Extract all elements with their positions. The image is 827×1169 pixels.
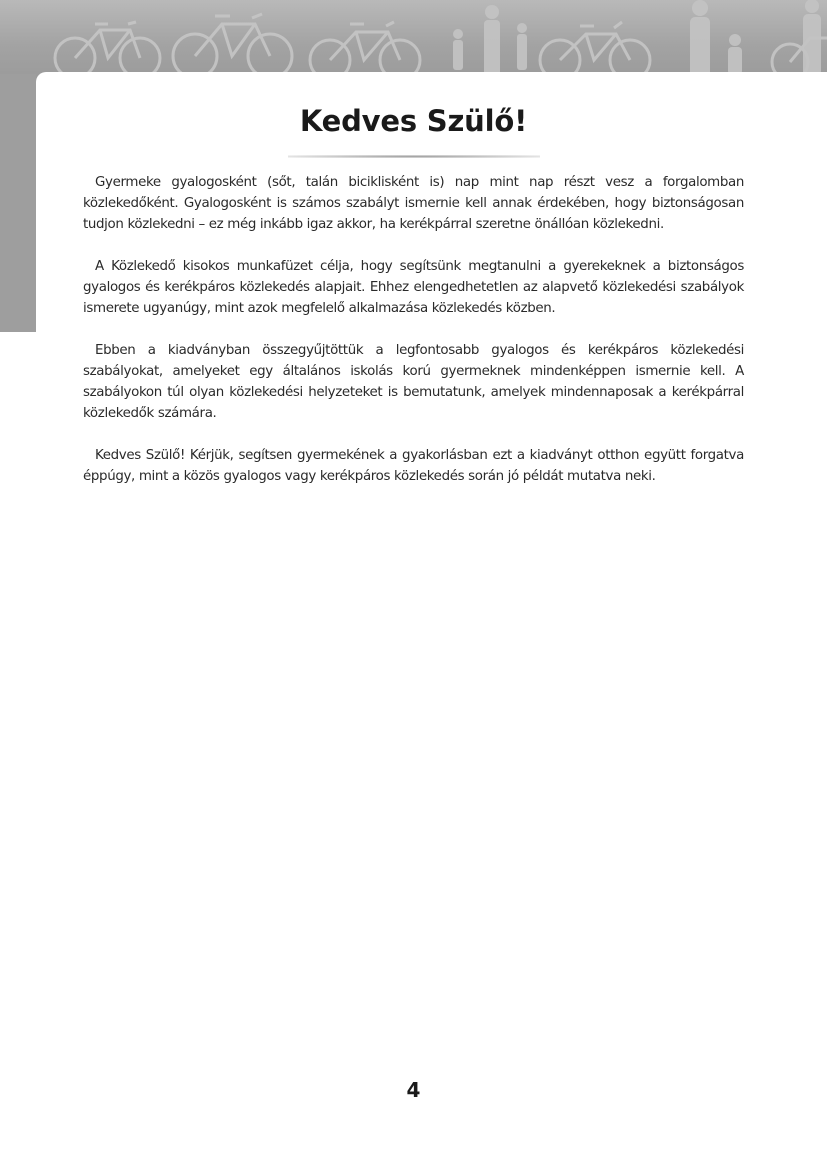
page-number: 4	[406, 1078, 421, 1102]
paragraph-1: Gyermeke gyalogosként (sőt, talán biciklisként is) nap mint nap részt vesz a forgalomban közlekedőként. Gyalogosként is számos szabályt ismernie kell annak érdekében, hogy biztonságosan tudjon közlekedni – ez még inkább igaz akkor, ha kerékpárral szeretne önállóan közlekedni.	[83, 175, 744, 232]
bicycles-silhouette-icon	[0, 0, 827, 82]
paragraph-3: Ebben a kiadványban összegyűjtöttük a legfontosabb gyalogos és kerékpáros közlekedési szabályokat, amelyeket egy általános iskolás korú gyermeknek mindenképpen ismernie kell. A szabályokon túl olyan közlekedési helyzeteket is bemutatunk, amelyek mindennaposak a kerékpárral közlekedők számára.	[83, 343, 744, 421]
page-title: Kedves Szülő!	[299, 104, 528, 138]
title-underline	[288, 155, 540, 158]
paragraph-2: A Közlekedő kisokos munkafüzet célja, hogy segítsünk megtanulni a gyerekeknek a biztonságos gyalogos és kerékpáros közlekedés alapjait. Ehhez elengedhetetlen az alapvető közlekedési szabályok ismerete ugyanúgy, mint azok megfelelő alkalmazása közlekedés közben.	[83, 259, 744, 316]
paragraph-4: Kedves Szülő! Kérjük, segítsen gyermekének a gyakorlásban ezt a kiadványt otthon együtt forgatva éppúgy, mint a közös gyalogos vagy kerékpáros közlekedés során jó példát mutatva neki.	[83, 448, 744, 484]
header-banner	[0, 0, 827, 82]
body-text	[83, 172, 744, 508]
